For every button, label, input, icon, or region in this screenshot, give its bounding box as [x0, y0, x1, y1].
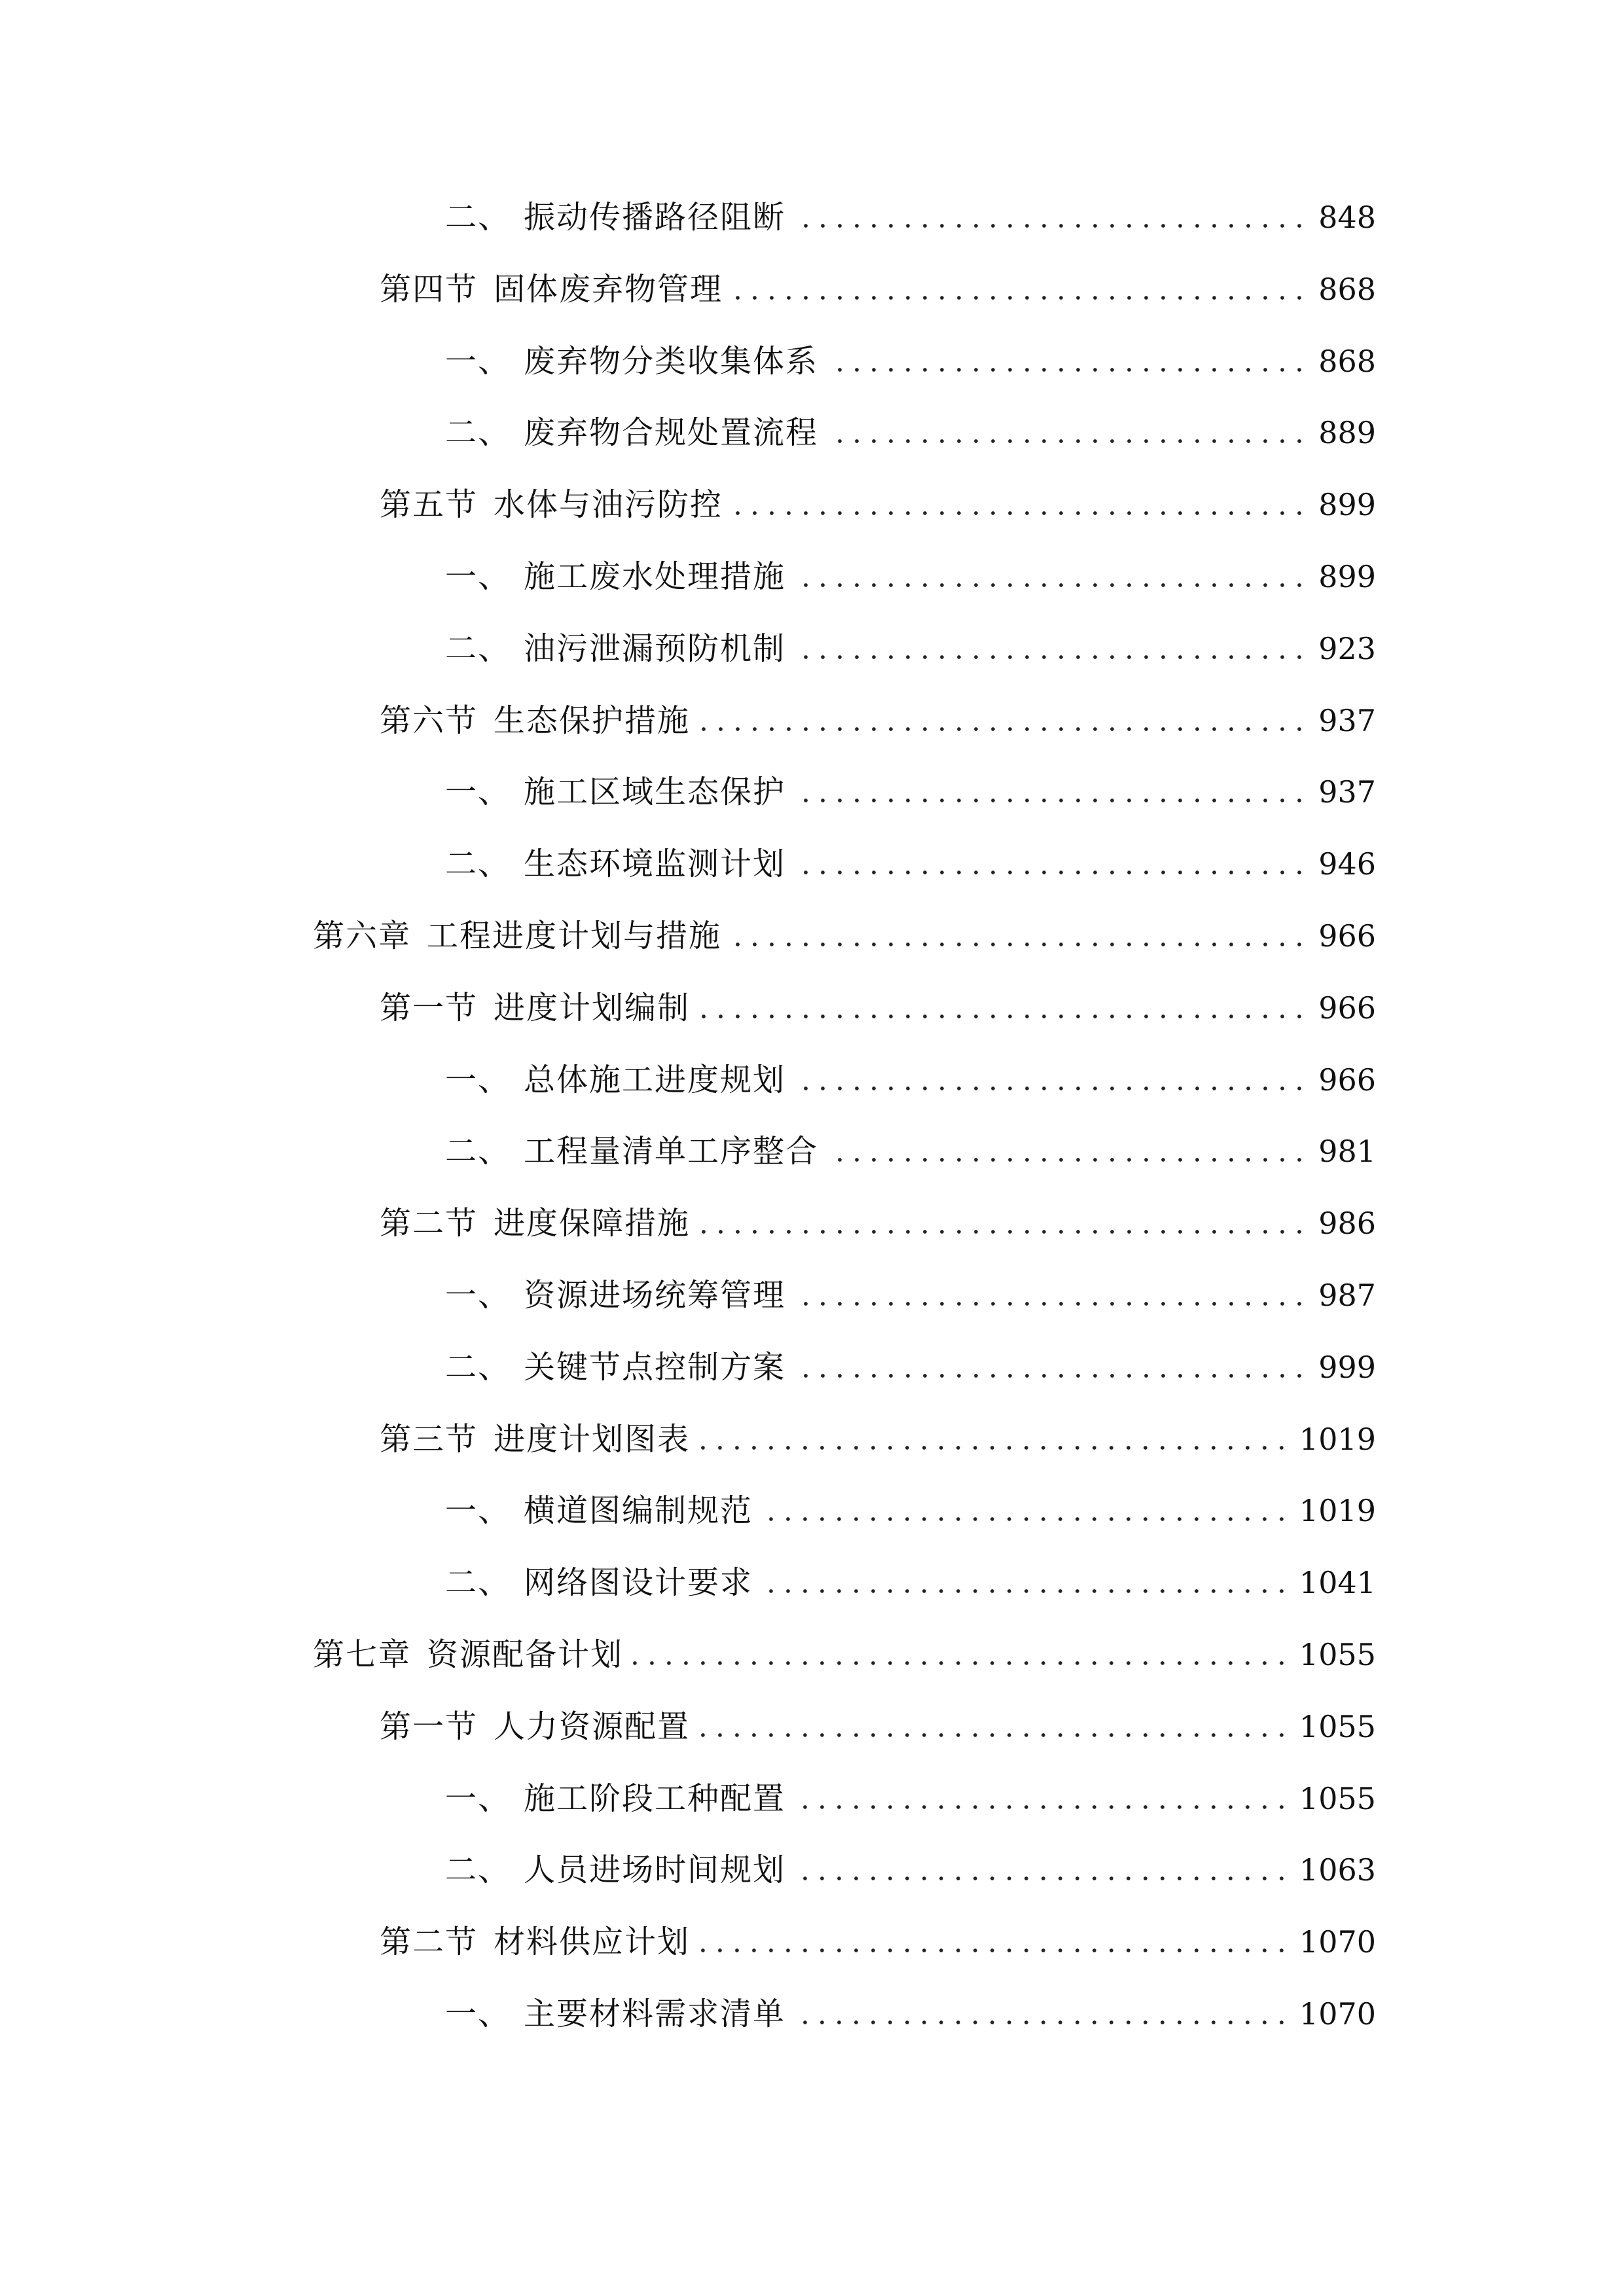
toc-entry-section[interactable]: [380, 982, 1376, 1034]
toc-entry-section[interactable]: [380, 263, 1376, 315]
dot-leader: [759, 1556, 1290, 1609]
toc-entry-section[interactable]: [380, 694, 1376, 747]
toc-entry-title: 废弃物分类收集体系: [524, 343, 819, 380]
toc-entry-sub[interactable]: [445, 1772, 1376, 1825]
dot-leader: [792, 766, 1308, 818]
toc-entry-title: 水体与油污防控: [494, 486, 723, 523]
toc-entry-title: 资源进场统筹管理: [524, 1277, 786, 1314]
toc-entry-page-number: 889: [1318, 415, 1376, 450]
toc-entry-section[interactable]: [380, 1700, 1376, 1753]
dot-leader: [792, 1341, 1308, 1393]
dot-leader: [696, 982, 1308, 1034]
toc-entry-title: 进度计划编制: [494, 990, 691, 1026]
toc-entry-label: 二、: [445, 414, 511, 451]
toc-entry-page-number: 966: [1318, 918, 1376, 954]
toc-entry-page-number: 1019: [1299, 1422, 1376, 1457]
toc-entry-title: 资源配备计划: [427, 1636, 624, 1673]
toc-entry-title: 工程量清单工序整合: [524, 1133, 819, 1170]
toc-entry-title: 总体施工进度规划: [524, 1062, 786, 1098]
toc-entry-page-number: 981: [1318, 1134, 1376, 1169]
dot-leader: [792, 1054, 1308, 1106]
toc-entry-title: 油污泄漏预防机制: [524, 630, 786, 667]
toc-entry-title: 材料供应计划: [494, 1924, 691, 1960]
toc-entry-title: 生态环境监测计划: [524, 846, 786, 882]
toc-entry-sub[interactable]: [445, 766, 1376, 818]
toc-entry-title: 施工阶段工种配置: [524, 1780, 786, 1817]
toc-entry-chapter[interactable]: [313, 1628, 1376, 1681]
toc-entry-sub[interactable]: [445, 838, 1376, 890]
toc-entry-sub[interactable]: [445, 550, 1376, 603]
toc-entry-title: 主要材料需求清单: [524, 1996, 786, 2032]
dot-leader: [728, 910, 1308, 962]
dot-leader: [792, 1844, 1290, 1896]
toc-entry-label: 二、: [445, 1564, 511, 1601]
toc-entry-sub[interactable]: [445, 1484, 1376, 1537]
toc-entry-title: 振动传播路径阻断: [524, 199, 786, 236]
toc-entry-page-number: 1070: [1299, 1996, 1376, 2032]
toc-entry-label: 第七章: [313, 1636, 412, 1673]
toc-entry-label: 一、: [445, 1996, 511, 2032]
toc-entry-sub[interactable]: [445, 1844, 1376, 1896]
dot-leader: [792, 622, 1308, 675]
toc-entry-label: 第二节: [380, 1205, 478, 1242]
dot-leader: [729, 263, 1308, 315]
toc-entry-sub[interactable]: [445, 1125, 1376, 1177]
dot-leader: [792, 838, 1308, 890]
toc-entry-label: 第六节: [380, 702, 478, 739]
toc-entry-page-number: 999: [1318, 1350, 1376, 1385]
toc-entry-title: 施工区域生态保护: [524, 774, 786, 810]
toc-entry-sub[interactable]: [445, 1341, 1376, 1393]
toc-entry-label: 第一节: [380, 990, 478, 1026]
toc-entry-label: 一、: [445, 1062, 511, 1098]
dot-leader: [630, 1628, 1290, 1681]
toc-entry-sub[interactable]: [445, 1269, 1376, 1321]
toc-entry-page-number: 1041: [1299, 1565, 1376, 1600]
dot-leader: [825, 1125, 1308, 1177]
toc-entry-title: 进度计划图表: [494, 1421, 691, 1458]
toc-entry-title: 网络图设计要求: [524, 1564, 753, 1601]
dot-leader: [792, 1988, 1290, 2040]
toc-entry-label: 第六章: [313, 918, 412, 954]
toc-entry-label: 一、: [445, 1277, 511, 1314]
dot-leader: [825, 335, 1308, 387]
toc-entry-label: 一、: [445, 558, 511, 595]
toc-entry-title: 横道图编制规范: [524, 1492, 753, 1529]
toc-entry-sub[interactable]: [445, 406, 1376, 459]
toc-entry-page-number: 1063: [1299, 1852, 1376, 1888]
toc-entry-page-number: 966: [1318, 990, 1376, 1026]
toc-entry-title: 人力资源配置: [494, 1708, 691, 1745]
toc-entry-sub[interactable]: [445, 1556, 1376, 1609]
toc-entry-label: 二、: [445, 630, 511, 667]
toc-entry-label: 二、: [445, 1133, 511, 1170]
toc-entry-label: 第四节: [380, 271, 478, 308]
toc-entry-page-number: 1055: [1299, 1709, 1376, 1744]
toc-entry-sub[interactable]: [445, 191, 1376, 243]
toc-entry-page-number: 937: [1318, 703, 1376, 738]
toc-entry-title: 生态保护措施: [494, 702, 691, 739]
toc-entry-title: 废弃物合规处置流程: [524, 414, 819, 451]
toc-entry-title: 关键节点控制方案: [524, 1349, 786, 1386]
toc-entry-section[interactable]: [380, 1197, 1376, 1249]
toc-entry-chapter[interactable]: [313, 910, 1376, 962]
dot-leader: [696, 1916, 1290, 1968]
toc-entry-title: 固体废弃物管理: [494, 271, 723, 308]
toc-entry-page-number: 1055: [1299, 1637, 1376, 1672]
toc-entry-sub[interactable]: [445, 622, 1376, 675]
toc-entry-page-number: 987: [1318, 1278, 1376, 1313]
dot-leader: [696, 1700, 1290, 1753]
toc-entry-label: 第二节: [380, 1924, 478, 1960]
toc-entry-page-number: 986: [1318, 1206, 1376, 1241]
toc-entry-label: 一、: [445, 1780, 511, 1817]
toc-entry-page-number: 868: [1318, 344, 1376, 379]
toc-entry-page-number: 868: [1318, 272, 1376, 307]
toc-entry-title: 进度保障措施: [494, 1205, 691, 1242]
toc-entry-label: 一、: [445, 1492, 511, 1529]
toc-entry-page-number: 946: [1318, 846, 1376, 882]
dot-leader: [696, 1197, 1308, 1249]
toc-entry-sub[interactable]: [445, 335, 1376, 387]
toc-entry-title: 施工废水处理措施: [524, 558, 786, 595]
toc-entry-label: 第一节: [380, 1708, 478, 1745]
toc-entry-title: 人员进场时间规划: [524, 1852, 786, 1888]
toc-entry-section[interactable]: [380, 1916, 1376, 1968]
toc-entry-sub[interactable]: [445, 1988, 1376, 2040]
toc-entry-page-number: 1070: [1299, 1924, 1376, 1960]
toc-entry-label: 二、: [445, 846, 511, 882]
toc-entry-page-number: 848: [1318, 200, 1376, 235]
toc-entry-label: 一、: [445, 343, 511, 380]
toc-entry-label: 第五节: [380, 486, 478, 523]
toc-entry-page-number: 1055: [1299, 1781, 1376, 1816]
toc-entry-page-number: 966: [1318, 1062, 1376, 1098]
dot-leader: [792, 191, 1308, 243]
toc-entry-label: 二、: [445, 1349, 511, 1386]
dot-leader: [696, 1413, 1290, 1465]
toc-entry-page-number: 899: [1318, 487, 1376, 522]
toc-entry-section[interactable]: [380, 478, 1376, 531]
dot-leader: [729, 478, 1308, 531]
toc-entry-page-number: 923: [1318, 631, 1376, 666]
toc-entry-label: 二、: [445, 199, 511, 236]
toc-entry-page-number: 1019: [1299, 1493, 1376, 1528]
dot-leader: [792, 1269, 1308, 1321]
toc-entry-page-number: 899: [1318, 559, 1376, 594]
toc-entry-section[interactable]: [380, 1413, 1376, 1465]
toc-entry-page-number: 937: [1318, 774, 1376, 810]
toc-entry-sub[interactable]: [445, 1054, 1376, 1106]
dot-leader: [792, 550, 1308, 603]
dot-leader: [696, 694, 1308, 747]
toc-entry-title: 工程进度计划与措施: [427, 918, 722, 954]
toc-entry-label: 一、: [445, 774, 511, 810]
dot-leader: [759, 1484, 1290, 1537]
toc-entry-label: 第三节: [380, 1421, 478, 1458]
dot-leader: [825, 406, 1308, 459]
toc-entry-label: 二、: [445, 1852, 511, 1888]
dot-leader: [792, 1772, 1290, 1825]
